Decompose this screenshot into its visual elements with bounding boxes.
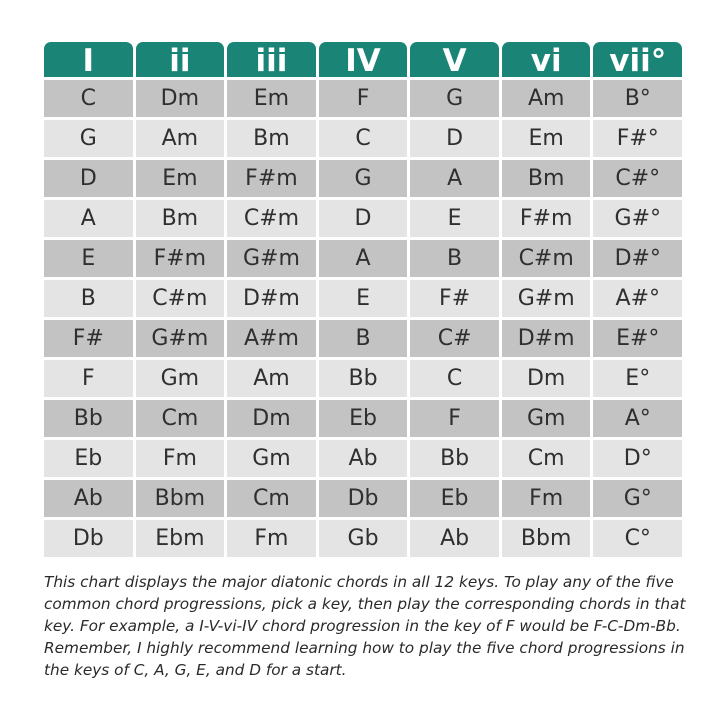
chord-cell: F#° (593, 120, 682, 157)
chord-cell: A#° (593, 280, 682, 317)
chord-cell: Eb (44, 440, 133, 477)
chord-cell: Em (227, 80, 316, 117)
chord-cell: Dm (136, 80, 225, 117)
chord-cell: Ab (410, 520, 499, 557)
chord-cell: G° (593, 480, 682, 517)
chord-cell: Em (136, 160, 225, 197)
chord-cell: B (410, 240, 499, 277)
chord-cell: F# (410, 280, 499, 317)
chord-cell: C#m (136, 280, 225, 317)
chord-cell: Bm (136, 200, 225, 237)
chord-cell: G (410, 80, 499, 117)
chord-cell: C# (410, 320, 499, 357)
table-row (44, 160, 682, 197)
chord-cell: G (319, 160, 408, 197)
chord-cell: Fm (136, 440, 225, 477)
chord-cell: E° (593, 360, 682, 397)
header-row (44, 42, 682, 77)
chord-cell: A#m (227, 320, 316, 357)
chord-cell: A (410, 160, 499, 197)
table-row (44, 440, 682, 477)
chord-cell: G#m (136, 320, 225, 357)
chord-cell: Bm (502, 160, 591, 197)
header-cell-vi: vi (502, 42, 591, 77)
chord-cell: Bbm (502, 520, 591, 557)
chord-cell: C#m (227, 200, 316, 237)
chord-cell: Eb (319, 400, 408, 437)
chord-cell: Cm (136, 400, 225, 437)
chord-cell: Gm (136, 360, 225, 397)
chord-cell: Am (227, 360, 316, 397)
header-cell-I: I (44, 42, 133, 77)
chord-cell: Cm (227, 480, 316, 517)
chord-cell: D° (593, 440, 682, 477)
table-row (44, 200, 682, 237)
chord-cell: Bb (319, 360, 408, 397)
chord-cell: E#° (593, 320, 682, 357)
chord-cell: F (44, 360, 133, 397)
chord-cell: F#m (502, 200, 591, 237)
chord-cell: D (410, 120, 499, 157)
chord-cell: F#m (227, 160, 316, 197)
chord-cell: D#° (593, 240, 682, 277)
chord-cell: C° (593, 520, 682, 557)
chart-caption: This chart displays the major diatonic chords in all 12 keys. To play any of the five common chord progressions, pick a key, then play the corresponding chords in that key. For example, a I-V-vi-IV chord progression in the key of F would be F-C-Dm-Bb. Remember, I highly recommend learning how to play the five chord progressions in the keys of C, A, G, E, and D for a start. (44, 573, 686, 679)
chord-cell: Ab (319, 440, 408, 477)
chord-cell: Dm (502, 360, 591, 397)
chord-cell: Am (136, 120, 225, 157)
chord-cell: G (44, 120, 133, 157)
chord-cell: Cm (502, 440, 591, 477)
chord-cell: Dm (227, 400, 316, 437)
table-body (44, 80, 682, 557)
chord-cell: G#° (593, 200, 682, 237)
chord-cell: G#m (227, 240, 316, 277)
chord-cell: C (319, 120, 408, 157)
chord-cell: Db (44, 520, 133, 557)
chord-cell: Bb (410, 440, 499, 477)
chord-cell: D#m (227, 280, 316, 317)
chord-cell: Bm (227, 120, 316, 157)
chord-cell: Am (502, 80, 591, 117)
table-row (44, 280, 682, 317)
chord-cell: F#m (136, 240, 225, 277)
table-row (44, 120, 682, 157)
chord-cell: F# (44, 320, 133, 357)
chord-cell: D#m (502, 320, 591, 357)
chord-cell: Ebm (136, 520, 225, 557)
chord-cell: C (410, 360, 499, 397)
chord-cell: F (410, 400, 499, 437)
chord-cell: D (319, 200, 408, 237)
header-cell-V: V (410, 42, 499, 77)
table-row (44, 480, 682, 517)
table-row (44, 520, 682, 557)
table-row (44, 360, 682, 397)
chord-cell: G#m (502, 280, 591, 317)
chord-cell: Gm (502, 400, 591, 437)
header-cell-vii-dim: vii° (593, 42, 682, 77)
chord-cell: E (410, 200, 499, 237)
table-row (44, 320, 682, 357)
chord-cell: C#° (593, 160, 682, 197)
chord-cell: E (44, 240, 133, 277)
chord-cell: C (44, 80, 133, 117)
chord-cell: Eb (410, 480, 499, 517)
chord-cell: E (319, 280, 408, 317)
header-cell-ii: ii (136, 42, 225, 77)
chord-cell: A (44, 200, 133, 237)
header-cell-IV: IV (319, 42, 408, 77)
table-row (44, 80, 682, 117)
header-cell-iii: iii (227, 42, 316, 77)
chord-cell: Db (319, 480, 408, 517)
chord-cell: Bbm (136, 480, 225, 517)
chord-cell: F (319, 80, 408, 117)
chord-cell: Ab (44, 480, 133, 517)
chord-cell: A° (593, 400, 682, 437)
chord-cell: D (44, 160, 133, 197)
chord-cell: Gb (319, 520, 408, 557)
chord-cell: Em (502, 120, 591, 157)
chord-cell: Fm (502, 480, 591, 517)
chord-cell: B (319, 320, 408, 357)
chord-cell: B° (593, 80, 682, 117)
diatonic-chord-table (44, 42, 682, 560)
table-row (44, 400, 682, 437)
chord-cell: Fm (227, 520, 316, 557)
chord-cell: A (319, 240, 408, 277)
chord-cell: Bb (44, 400, 133, 437)
chord-cell: Gm (227, 440, 316, 477)
chord-cell: C#m (502, 240, 591, 277)
table-row (44, 240, 682, 277)
chord-cell: B (44, 280, 133, 317)
